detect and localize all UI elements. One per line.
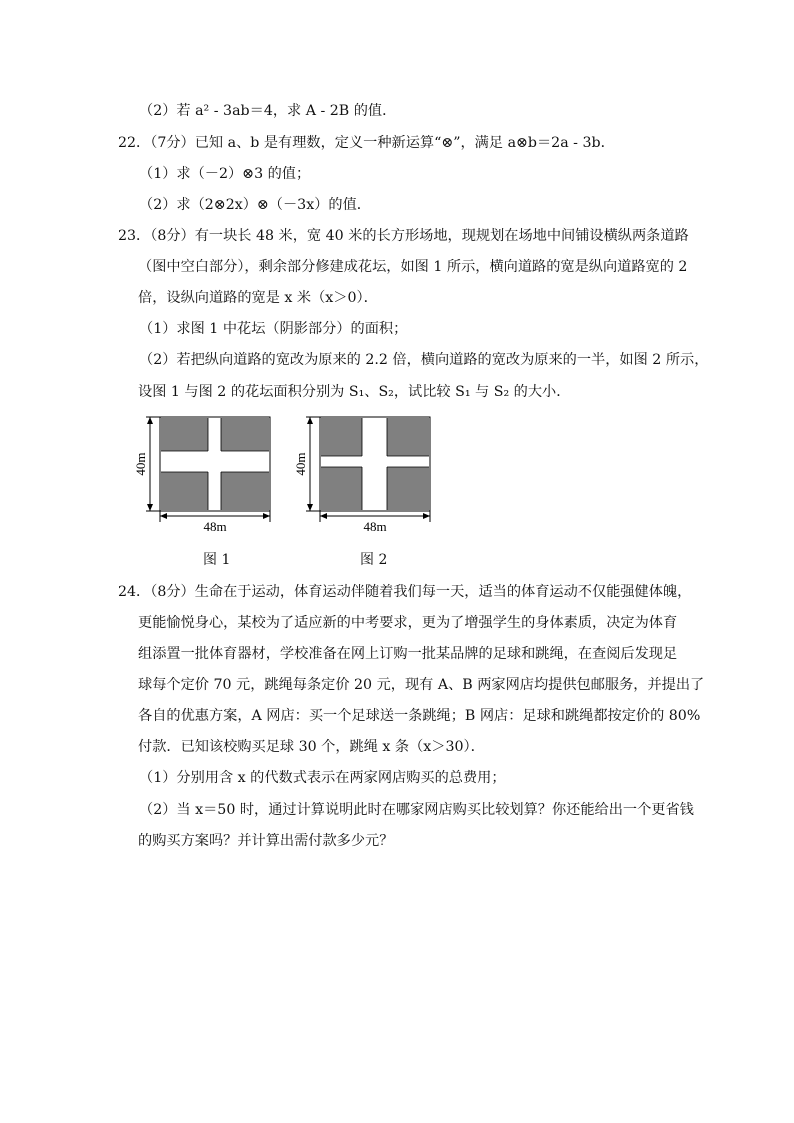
q21-part2: （2）若 a² - 3ab＝4，求 A - 2B 的值．: [139, 103, 397, 119]
q24-line1: 24．（8分）生命在于运动，体育运动伴随着我们每一天，适当的体育运动不仅能强健体魄，: [118, 584, 692, 600]
q24-line3: 组添置一批体育器材，学校准备在网上订购一批某品牌的足球和跳绳，在查阅后发现足: [138, 646, 678, 662]
q24-part2-line1: （2）当 x＝50 时，通过计算说明此时在哪家网店购买比较划算？你还能给出一个更省钱: [139, 802, 694, 818]
figure-1: [130, 410, 290, 535]
q23-stem-line3: 倍，设纵向道路的宽是 x 米（x＞0）．: [138, 290, 378, 306]
q24-line4: 球每个定价 70 元，跳绳每条定价 20 元，现有 A、B 两家网店均提供包邮服务，并提出了: [138, 677, 705, 693]
q23-part2-line1: （2）若把纵向道路的宽改为原来的 2.2 倍，横向道路的宽改为原来的一半，如图 2 所示，: [139, 352, 709, 368]
fig1-height-label: 40m: [133, 452, 148, 476]
fig1-bed-top-right: [221, 418, 269, 451]
q23-stem-line1: 23．（8分）有一块长 48 米，宽 40 米的长方形场地，现规划在场地中间铺设横纵两条道路: [118, 228, 689, 244]
q22-stem: 22．（7分）已知 a、b 是有理数，定义一种新运算“⊗”，满足 a⊗b＝2a - 3b．: [118, 135, 615, 151]
q23-stem-line2: （图中空白部分），剩余部分修建成花坛，如图 1 所示，横向道路的宽是纵向道路宽的 2: [138, 259, 688, 275]
fig2-bed-bottom-right: [387, 467, 429, 510]
fig2-bed-bottom-left: [321, 467, 362, 510]
figure-2: [290, 410, 450, 535]
fig1-width-label: 48m: [203, 519, 227, 534]
fig2-bed-top-right: [387, 418, 429, 456]
q24-line2: 更能愉悦身心，某校为了适应新的中考要求，更为了增强学生的身体素质，决定为体育: [138, 615, 678, 631]
q23-part2-line2: 设图 1 与图 2 的花坛面积分别为 S₁、S₂，试比较 S₁ 与 S₂ 的大小．: [138, 384, 571, 400]
q24-part2-line2: 的购买方案吗？并计算出需付款多少元？: [138, 833, 394, 849]
fig2-height-label: 40m: [293, 452, 308, 476]
fig1-caption: 图 1: [203, 552, 231, 568]
fig2-caption: 图 2: [360, 552, 388, 568]
fig2-bed-top-left: [321, 418, 362, 456]
q23-part1: （1）求图 1 中花坛（阴影部分）的面积；: [139, 321, 408, 337]
q22-part2: （2）求（2⊗2x）⊗（－3x）的值．: [139, 197, 371, 213]
q24-line5: 各自的优惠方案，A 网店：买一个足球送一条跳绳；B 网店：足球和跳绳都按定价的 80%: [138, 708, 701, 724]
fig1-bed-bottom-left: [161, 472, 208, 510]
q22-part1: （1）求（－2）⊗3 的值；: [139, 166, 311, 182]
q24-line6: 付款．已知该校购买足球 30 个，跳绳 x 条（x＞30）．: [138, 739, 485, 755]
q24-part1: （1）分别用含 x 的代数式表示在两家网店购买的总费用；: [139, 770, 506, 786]
fig1-bed-top-left: [161, 418, 208, 451]
fig2-width-label: 48m: [363, 519, 387, 534]
fig1-bed-bottom-right: [221, 472, 269, 510]
